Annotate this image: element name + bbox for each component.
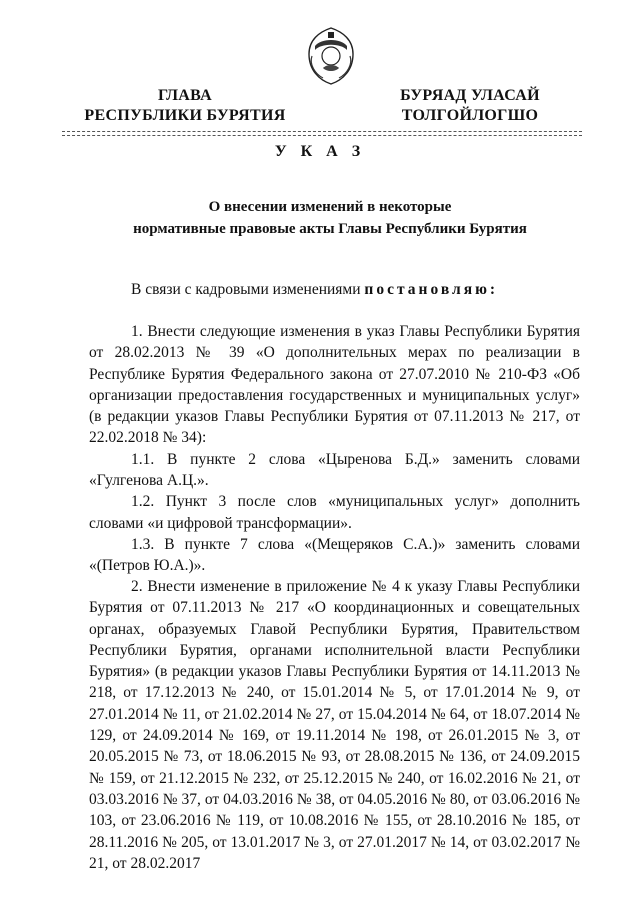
paragraph-1-3: 1.3. В пункте 7 слова «(Мещеряков С.А.)» заменить словами «(Петров Ю.А.)». (89, 535, 580, 575)
header-left (70, 86, 300, 126)
paragraph-2 (89, 576, 580, 874)
paragraph-1-2: 1.2. Пункт 3 после слов «муниципальных услуг» дополнить словами «и цифровой трансформации». (89, 493, 580, 532)
paragraph-1-text: 1. Внести следующие изменения в указ Главы Республики Бурятия от 28.02.2013 № 39 «О дополнительных мерах по реализации в Республике Бурятия Федерального закона от 27.07.2010 № 210-ФЗ «Об организации предоставления государственных и муниципальных услуг» (в редакции указов Главы Республики Бурятия от 07.11.2013 № 217, от 22.02.2018 № 34): (89, 323, 580, 447)
document-type: У К А З (274, 143, 366, 160)
paragraph-1 (89, 321, 580, 577)
document-subject (90, 196, 570, 240)
header-divider (62, 131, 582, 132)
header-right-line2: ТОЛГОЙЛОГШО (401, 107, 539, 124)
coat-of-arms-icon (303, 26, 359, 86)
preamble (89, 279, 580, 300)
subject-line1: О внесении изменений в некоторые (208, 199, 452, 215)
header-left-line1: ГЛАВА (158, 87, 212, 104)
subject-line2: нормативные правовые акты Главы Республики Бурятия (133, 221, 527, 237)
paragraph-2-text: 2. Внести изменение в приложение № 4 к указу Главы Республики Бурятия от 07.11.2013 № 217 «О координационных и совещательных органах, образуемых Главой Республики Бурятия, Правительством Республики Бурятия, органами исполнительной власти Республики Бурятия» (в редакции указов Главы Республики Бурятия от 14.11.2013 № 218, от 17.12.2013 № 240, от 15.01.2014 № 5, от 17.01.2014 № 9, от 27.01.2014 № 11, от 21.02.2014 № 27, от 15.04.2014 № 64, от 18.07.2014 № 129, от 24.09.2014 № 169, от 19.11.2014 № 198, от 26.01.2015 № 3, от 20.05.2015 № 73, от 18.06.2015 № 93, от 28.08.2015 № 136, от 24.09.2015 № 159, от 21.12.2015 № 232, от 25.12.2015 № 240, от 16.02.2016 № 21, от 03.03.2016 № 37, от 04.03.2016 № 38, от 04.05.2016 № 80, от 03.06.2016 № 103, от 23.06.2016 № 119, от 10.08.2016 № 155, от 28.10.2016 № 185, от 28.11.2016 № 205, от 13.01.2017 № 3, от 27.01.2017 № 14, от 03.02.2017 № 21, от 28.02.2017 (89, 578, 580, 872)
header-right (360, 86, 580, 126)
header-right-line1: БУРЯАД УЛАСАЙ (400, 87, 540, 104)
preamble-text: В связи с кадровыми изменениями (131, 281, 365, 298)
header-left-line2: РЕСПУБЛИКИ БУРЯТИЯ (84, 107, 286, 124)
decree-word: постановляю: (364, 281, 499, 298)
paragraph-1-1: 1.1. В пункте 2 слова «Цыренова Б.Д.» заменить словами «Гулгенова А.Ц.». (89, 450, 580, 490)
header-divider-second (62, 135, 582, 136)
